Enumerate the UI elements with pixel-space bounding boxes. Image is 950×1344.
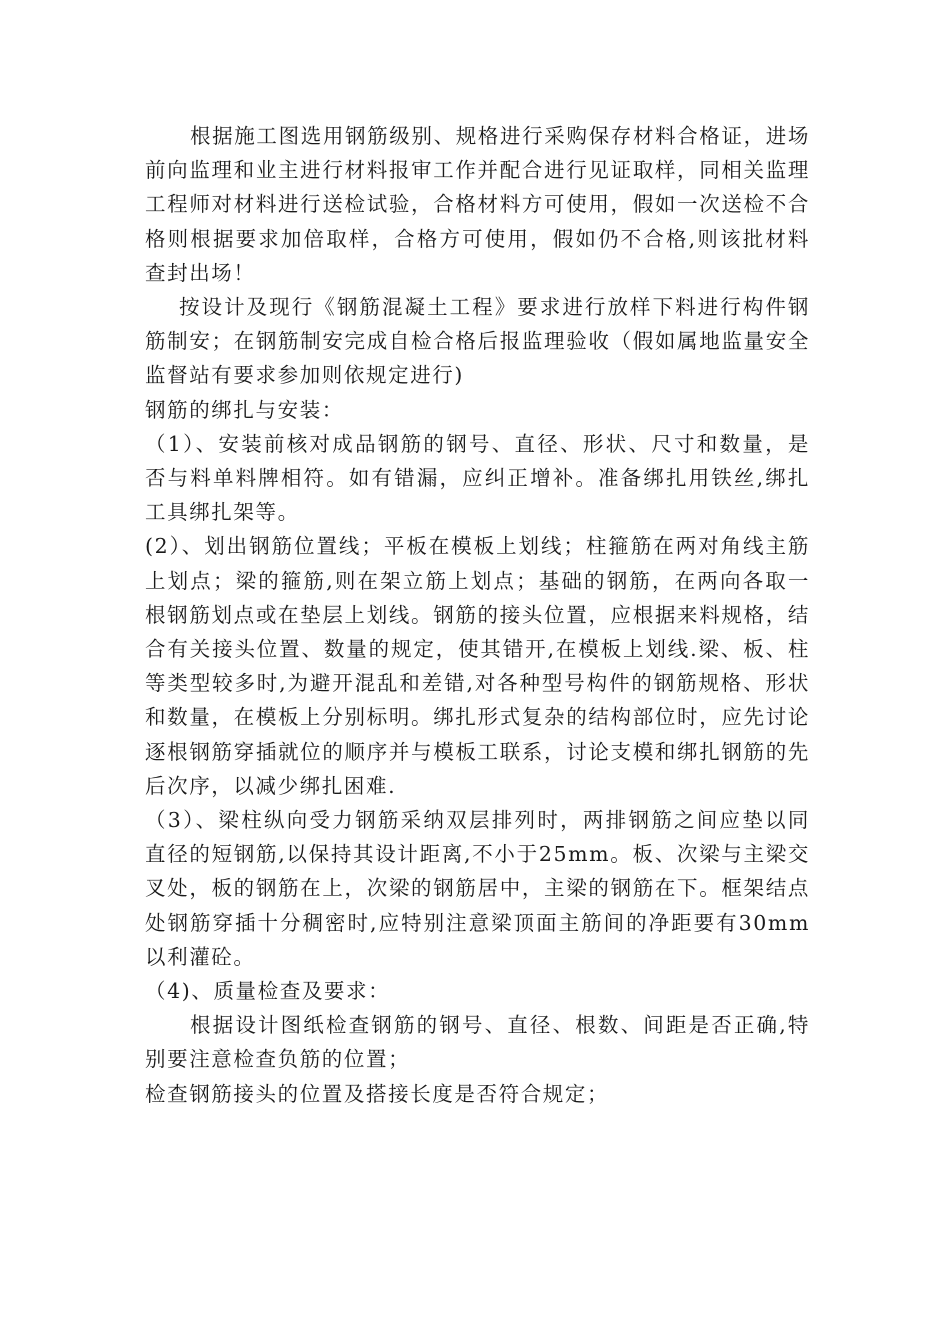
paragraph-step-4-heading: （4)、质量检查及要求： — [145, 979, 391, 1004]
document-body — [145, 119, 810, 1111]
paragraph-step-3: （3）、梁柱纵向受力钢筋采纳双层排列时，两排钢筋之间应垫以同直径的短钢筋,以保持其设计距离,不小于25mm。板、次梁与主梁交叉处，板的钢筋在上，次梁的钢筋居中，主梁的钢筋在下。框架结点处钢筋穿插十分稠密时,应特别注意梁顶面主筋间的净距要有30mm以利灌砼。 — [145, 808, 810, 969]
paragraph-check-joints: 检查钢筋接头的位置及搭接长度是否符合规定； — [145, 1081, 610, 1106]
paragraph-check-design-drawings: 根据设计图纸检查钢筋的钢号、直径、根数、间距是否正确,特别要注意检查负筋的位置； — [145, 1013, 810, 1072]
paragraph-cutting-fabrication: 按设计及现行《钢筋混凝土工程》要求进行放样下料进行构件钢筋制安；在钢筋制安完成自检合格后报监理验收（假如属地监量安全监督站有要求参加则依规定进行) — [145, 295, 810, 388]
section-heading-binding-installation: 钢筋的绑扎与安装： — [145, 397, 344, 422]
paragraph-step-2: (2）、划出钢筋位置线；平板在模板上划线；柱箍筋在两对角线主筋上划点；梁的箍筋,则在架立筋上划点；基础的钢筋，在两向各取一根钢筋划点或在垫层上划线。钢筋的接头位置，应根据来料规格，结合有关接头位置、数量的规定，使其错开,在模板上划线.梁、板、柱等类型较多时,为避开混乱和差错,对各种型号构件的钢筋规格、形状和数量，在模板上分别标明。绑扎形式复杂的结构部位时，应先讨论逐根钢筋穿插就位的顺序并与模板工联系，讨论支模和绑扎钢筋的先后次序，以减少绑扎困难. — [145, 534, 810, 798]
paragraph-step-1: （1）、安装前核对成品钢筋的钢号、直径、形状、尺寸和数量，是否与料单料牌相符。如有错漏，应纠正增补。准备绑扎用铁丝,绑扎工具绑扎架等。 — [145, 431, 810, 525]
paragraph-material-procurement: 根据施工图选用钢筋级别、规格进行采购保存材料合格证，进场前向监理和业主进行材料报审工作并配合进行见证取样，同相关监理工程师对材料进行送检试验，合格材料方可使用，假如一次送检不合格则根据要求加倍取样，合格方可使用，假如仍不合格,则该批材料查封出场！ — [145, 124, 810, 285]
